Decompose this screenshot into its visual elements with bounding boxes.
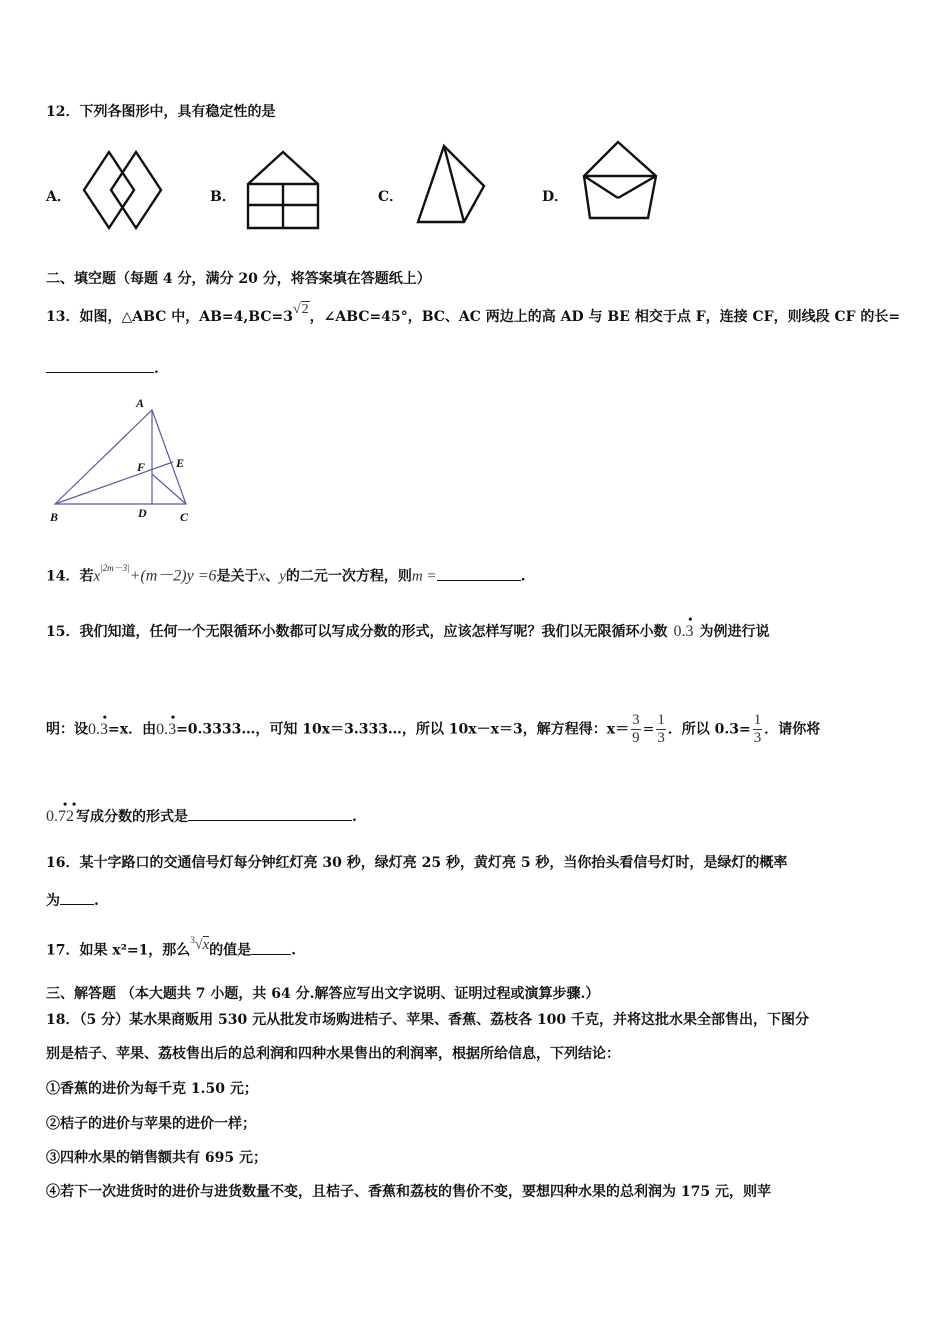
q13-text <box>46 302 901 328</box>
q15-fraction-1-3: $\frac{1}{3}$ <box>657 712 665 746</box>
q12-figure-b <box>246 150 322 230</box>
q14-exponent: |2m－3| <box>100 563 130 573</box>
repeat-dot-icon: • <box>688 612 693 626</box>
q12-figure-d <box>582 140 658 222</box>
section3-heading: 三、解答题 （本大题共 7 小题，共 64 分.解答应写出文字说明、证明过程或演算步骤.） <box>46 986 600 1002</box>
q14-suffix-a: 是关于 <box>216 568 259 585</box>
repeat-dot-icon: • <box>72 797 77 811</box>
q15-fraction-result: $\frac{1}{3}$ <box>753 712 762 746</box>
q15-decimal-expansion: 0.3 • <box>156 709 177 738</box>
repeat-dot-icon: • <box>170 709 176 724</box>
q15-target-decimal: 0.72 • • <box>46 797 77 825</box>
triangle-label-d: D <box>138 506 147 520</box>
q18-item2: ②桔子的进价与苹果的进价一样； <box>46 1116 256 1132</box>
sqrt-icon: √ <box>292 302 301 317</box>
q14-var-m: m = <box>411 568 437 585</box>
q14-suffix-b: 的二元一次方程，则 <box>285 568 412 585</box>
q16-line2: 为 . <box>46 890 99 911</box>
triangle-label-f: F <box>137 460 146 474</box>
q15-fraction-3-9: $\frac{3}{9}$ <box>632 712 640 746</box>
q15-answer-blank[interactable] <box>188 806 352 821</box>
q18-line1: 18．（5 分）某水果商贩用 530 元从批发市场购进桔子、苹果、香蕉、荔枝各 100 千克，并将这批水果全部售出，下图分 <box>46 1012 810 1028</box>
q15-line2: 明：设0.3 • =x．由0.3 • =0.3333…，可知 10x＝3.333…，所以 10x－x＝3，解方程得：x＝ $\frac{3}{9}$ = $\frac{1}{3}$ ．所以 0.3= $\frac{1}{3}$ ．请你将 <box>46 709 821 746</box>
q13-triangle-figure <box>46 396 206 526</box>
repeat-dot-icon: • <box>102 709 107 724</box>
q17-answer-blank[interactable] <box>251 940 291 955</box>
q14-text: 14．若$x^{|2m-3|}+(m-2)y =6$是关于x、y的二元一次方程，则m = . <box>46 563 526 585</box>
q13-sqrt: √2 <box>292 302 309 317</box>
q13-text-b: ，∠ABC=45°，BC、AC 两边上的高 AD 与 BE 相交于点 F，连接 CF，则线段 CF 的长= <box>309 309 901 325</box>
triangle-label-b: B <box>50 510 59 524</box>
repeat-dot-icon: • <box>63 797 68 811</box>
triangle-label-e: E <box>176 456 185 470</box>
q13-answer-blank[interactable] <box>46 358 154 373</box>
q18-line2: 别是桔子、苹果、荔枝售出后的总利润和四种水果售出的利润率，根据所给信息，下列结论： <box>46 1046 620 1062</box>
q18-item4: ④若下一次进货时的进价与进货数量不变，且桔子、香蕉和荔枝的售价不变，要想四种水果的总利润为 175 元，则苹 <box>46 1184 771 1200</box>
q18-item3: ③四种水果的销售额共有 695 元； <box>46 1150 267 1166</box>
triangle-label-c: C <box>180 510 189 524</box>
q17-cube-root: $^3$√x <box>190 935 210 953</box>
q18-item1: ①香蕉的进价为每千克 1.50 元； <box>46 1081 258 1097</box>
q15-example-decimal: 0.3 • <box>673 612 694 640</box>
q14-prefix: 14．若 <box>46 568 94 585</box>
q17-text: 17．如果 x²=1，那么$^3$√x的值是 . <box>46 936 296 962</box>
q12-option-a-label: A． <box>46 189 71 205</box>
q16-line1: 16．某十字路口的交通信号灯每分钟红灯亮 30 秒，绿灯亮 25 秒，黄灯亮 5 秒，当你抬头看信号灯时，是绿灯的概率 <box>46 855 788 871</box>
section2-heading: 二、填空题（每题 4 分，满分 20 分，将答案填在答题纸上） <box>46 271 431 287</box>
q15-line1: 15．我们知道，任何一个无限循环小数都可以写成分数的形式，应该怎样写呢？我们以无限循环小数 0.3 • 为例进行说 <box>46 612 770 640</box>
q14-base: x <box>93 568 101 585</box>
q15-decimal-x: 0.3 • <box>88 709 108 738</box>
q14-answer-blank[interactable] <box>437 566 521 581</box>
q13-answer-line: . <box>46 358 159 379</box>
q13-text-a: 13．如图，△ABC 中，AB=4,BC=3 <box>46 309 293 325</box>
q14-middle: +(m－2)y =6 <box>129 567 217 585</box>
sqrt-icon: √ <box>194 937 203 953</box>
q12-option-d-label: D． <box>542 189 569 205</box>
triangle-label-a: A <box>136 396 145 410</box>
q12-figure-c <box>414 144 486 224</box>
q16-answer-blank[interactable] <box>60 890 94 905</box>
q14-var-x: x <box>258 568 266 585</box>
q12-option-b-label: B． <box>210 189 236 205</box>
q12-text: 12．下列各图形中，具有稳定性的是 <box>46 104 276 120</box>
q15-line3: 0.72 • • 写成分数的形式是 . <box>46 797 357 825</box>
q12-option-c-label: C． <box>378 189 404 205</box>
q12-figure-a <box>84 150 164 232</box>
q14-var-y: y <box>279 568 286 585</box>
